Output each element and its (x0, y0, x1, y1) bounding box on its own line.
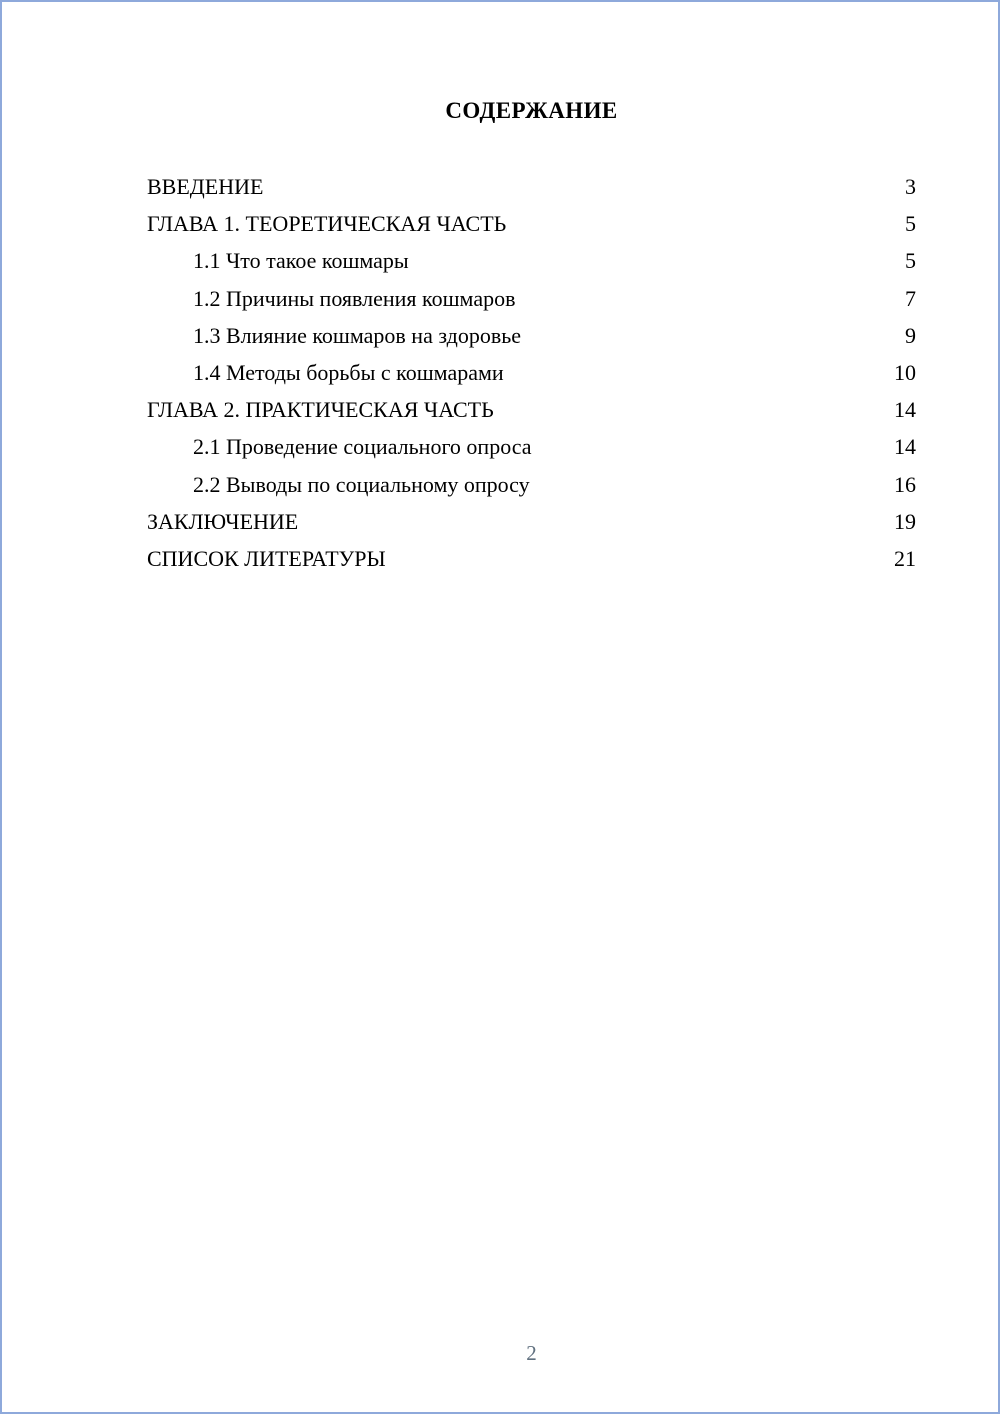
toc-entry-label: ГЛАВА 1. ТЕОРЕТИЧЕСКАЯ ЧАСТЬ (147, 211, 507, 237)
toc-entry-page: 10 (894, 360, 916, 386)
toc-entry-label: 1.3 Влияние кошмаров на здоровье (193, 322, 522, 348)
toc-entry-label: ГЛАВА 2. ПРАКТИЧЕСКАЯ ЧАСТЬ (147, 397, 494, 423)
toc-entry-introduction (147, 168, 916, 205)
toc-entry-label: 2.1 Проведение социального опроса (193, 434, 532, 460)
toc-entry-label: 1.2 Причины появления кошмаров (193, 285, 516, 311)
toc-entry-page: 16 (894, 471, 916, 497)
toc-entry-page: 21 (894, 546, 916, 572)
page-title: СОДЕРЖАНИЕ (445, 98, 618, 123)
toc-entry-label: 1.4 Методы борьбы с кошмарами (193, 360, 504, 386)
toc-entry-page: 19 (894, 508, 916, 534)
table-of-contents (147, 168, 916, 577)
toc-entry-page: 14 (894, 397, 916, 423)
toc-entry-page: 9 (905, 322, 916, 348)
toc-entry-1-1 (147, 242, 916, 279)
toc-entry-label: 2.2 Выводы по социальному опросу (193, 471, 530, 497)
toc-entry-1-2 (147, 280, 916, 317)
toc-entry-page: 14 (894, 434, 916, 460)
toc-entry-chapter-2 (147, 391, 916, 428)
toc-entry-1-3 (147, 317, 916, 354)
toc-entry-conclusion (147, 503, 916, 540)
toc-entry-2-2 (147, 466, 916, 503)
page-footer (147, 1341, 916, 1366)
toc-entry-label: ЗАКЛЮЧЕНИЕ (147, 508, 299, 534)
toc-entry-page: 5 (905, 248, 916, 274)
toc-entry-label: ВВЕДЕНИЕ (147, 174, 264, 199)
toc-entry-page: 7 (905, 285, 916, 311)
footer-page-number: 2 (526, 1341, 537, 1365)
toc-entry-2-1 (147, 428, 916, 465)
toc-entry-1-4 (147, 354, 916, 391)
toc-entry-bibliography (147, 540, 916, 577)
toc-entry-page: 5 (905, 211, 916, 237)
toc-entry-page: 3 (905, 174, 916, 199)
toc-entry-chapter-1 (147, 205, 916, 242)
toc-entry-label: 1.1 Что такое кошмары (193, 248, 409, 274)
toc-entry-label: СПИСОК ЛИТЕРАТУРЫ (147, 546, 386, 572)
